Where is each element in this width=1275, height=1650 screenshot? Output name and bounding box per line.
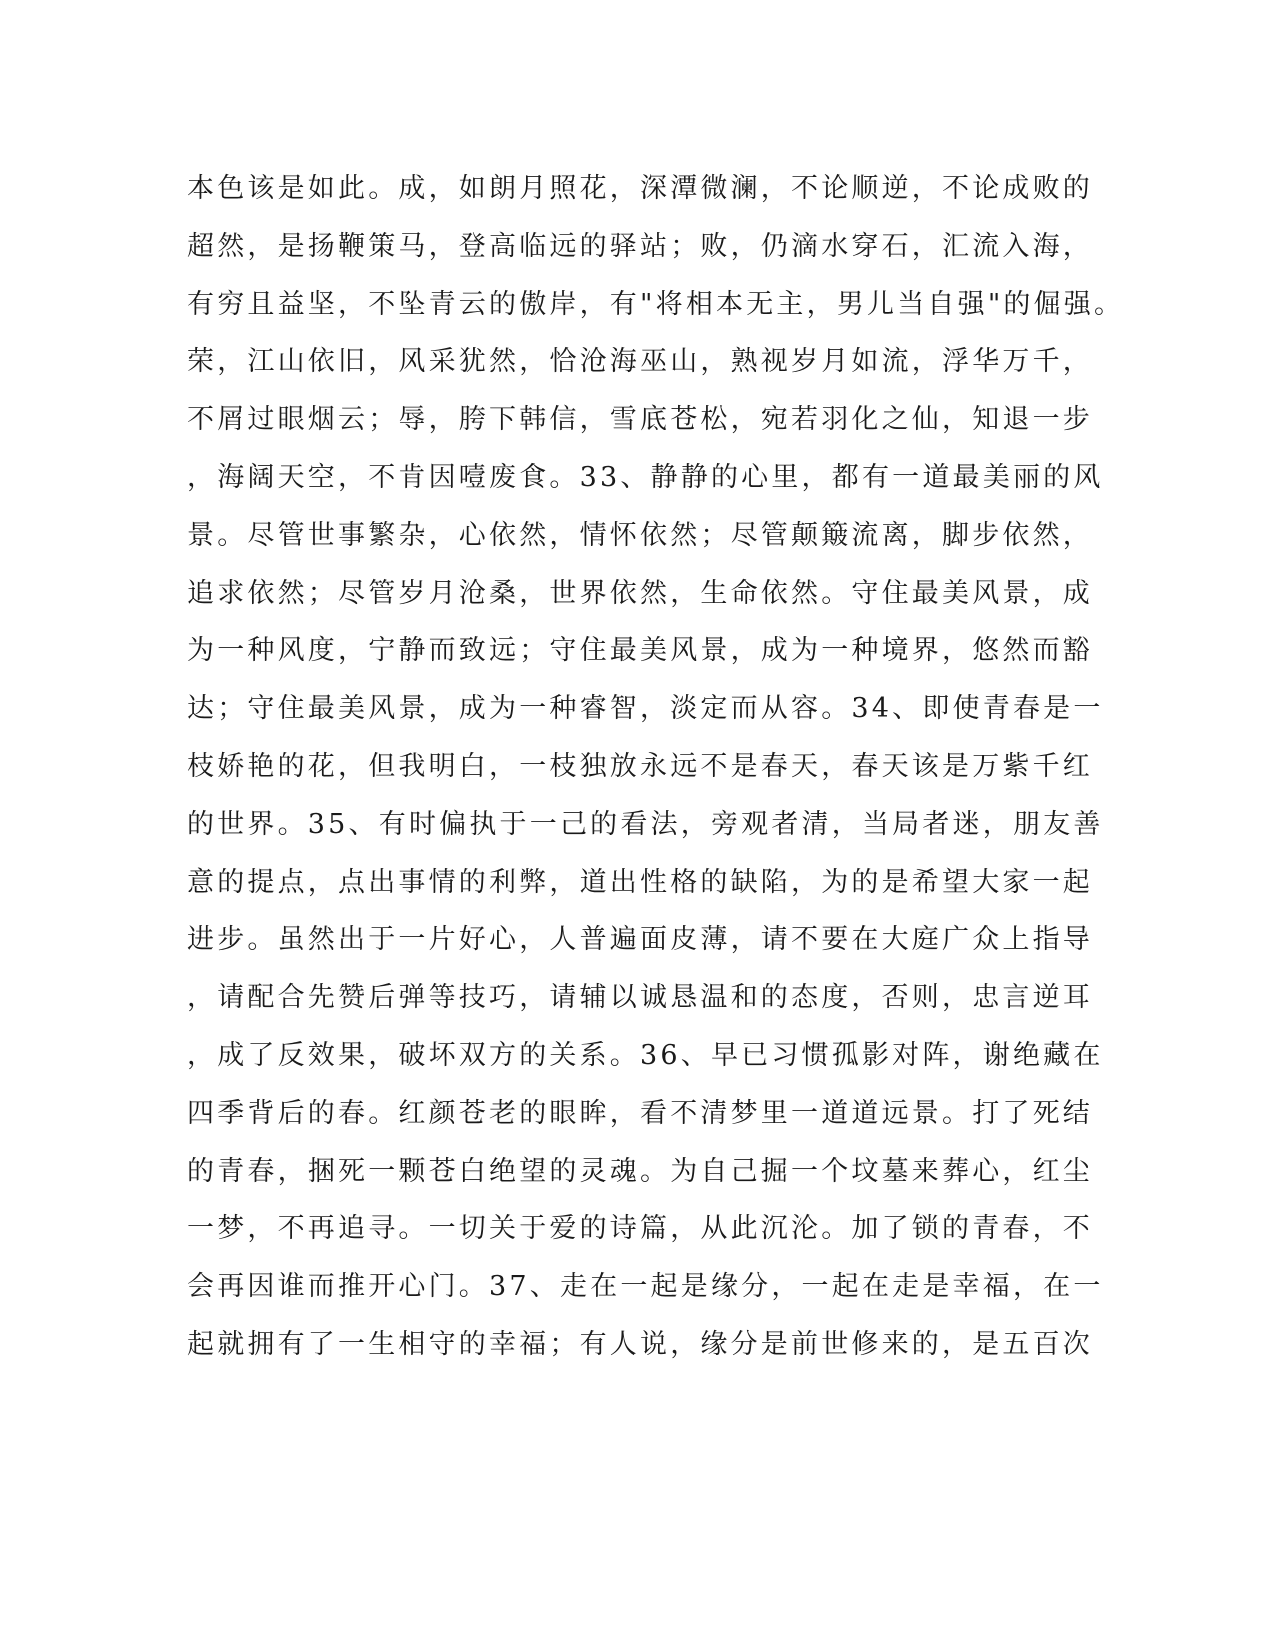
text-line: 进步。虽然出于一片好心，人普遍面皮薄，请不要在大庭广众上指导	[187, 924, 1093, 956]
text-line: 追求依然；尽管岁月沧桑，世界依然，生命依然。守住最美风景，成	[187, 577, 1093, 609]
text-line: 会再因谁而推开心门。37、走在一起是缘分，一起在走是幸福，在一	[187, 1271, 1104, 1303]
text-line: 为一种风度，宁静而致远；守住最美风景，成为一种境界，悠然而豁	[187, 635, 1093, 667]
text-line: 四季背后的春。红颜苍老的眼眸，看不清梦里一道道远景。打了死结	[187, 1097, 1093, 1129]
text-line: 起就拥有了一生相守的幸福；有人说，缘分是前世修来的，是五百次	[187, 1328, 1093, 1360]
text-line: ，海阔天空，不肯因噎废食。33、静静的心里，都有一道最美丽的风	[187, 461, 1104, 493]
body-text	[187, 160, 1125, 1374]
text-line: 意的提点，点出事情的利弊，道出性格的缺陷，为的是希望大家一起	[187, 866, 1093, 898]
text-line: 不屑过眼烟云；辱，胯下韩信，雪底苍松，宛若羽化之仙，知退一步	[187, 404, 1093, 436]
text-line: 一梦，不再追寻。一切关于爱的诗篇，从此沉沦。加了锁的青春，不	[187, 1213, 1093, 1245]
text-line: ，请配合先赞后弹等技巧，请辅以诚恳温和的态度，否则，忠言逆耳	[187, 982, 1093, 1014]
text-line: 的世界。35、有时偏执于一己的看法，旁观者清，当局者迷，朋友善	[187, 808, 1104, 840]
text-line: 枝娇艳的花，但我明白，一枝独放永远不是春天，春天该是万紫千红	[187, 750, 1093, 782]
text-line: 荣，江山依旧，风采犹然，恰沧海巫山，熟视岁月如流，浮华万千，	[187, 346, 1093, 378]
text-line: ，成了反效果，破坏双方的关系。36、早已习惯孤影对阵，谢绝藏在	[187, 1039, 1104, 1071]
text-line: 超然，是扬鞭策马，登高临远的驿站；败，仍滴水穿石，汇流入海，	[187, 230, 1093, 262]
text-line: 达；守住最美风景，成为一种睿智，淡定而从容。34、即使青春是一	[187, 693, 1104, 725]
text-line: 有穷且益坚，不坠青云的傲岸，有"将相本无主，男儿当自强"的倔强。	[187, 288, 1125, 320]
text-line: 本色该是如此。成，如朗月照花，深潭微澜，不论顺逆，不论成败的	[187, 173, 1093, 204]
text-line: 景。尽管世事繁杂，心依然，情怀依然；尽管颠簸流离，脚步依然，	[187, 519, 1093, 551]
text-line: 的青春，捆死一颗苍白绝望的灵魂。为自己掘一个坟墓来葬心，红尘	[187, 1155, 1093, 1187]
